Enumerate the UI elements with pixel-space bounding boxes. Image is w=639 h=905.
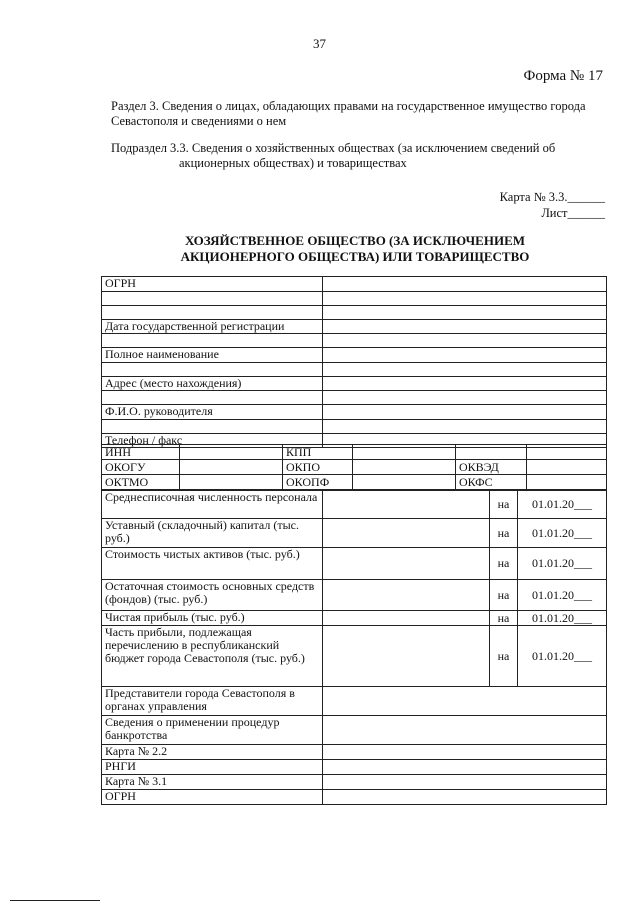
indicator-na: на [490, 491, 518, 519]
indicator-na: на [490, 611, 518, 626]
ogrn-label: ОГРН [102, 277, 323, 292]
indicator-date[interactable]: 01.01.20___ [518, 611, 607, 626]
representatives-label: Представители города Севастополя в органах управления [102, 687, 323, 716]
okfs-label: ОКФС [456, 475, 527, 490]
sheet-number-field[interactable]: Лист______ [541, 206, 605, 220]
okpo-value[interactable] [353, 460, 456, 475]
okogu-label: ОКОГУ [102, 460, 180, 475]
subsection-title-line1: Подраздел 3.3. Сведения о хозяйственных обществах (за исключением сведений об [111, 141, 556, 155]
okved-value[interactable] [527, 460, 607, 475]
inn-value[interactable] [180, 445, 283, 460]
inn-label: ИНН [102, 445, 180, 460]
ogrn-value[interactable] [323, 277, 607, 292]
form-heading-line2: АКЦИОНЕРНОГО ОБЩЕСТВА) ИЛИ ТОВАРИЩЕСТВО [180, 249, 530, 264]
okfs-value[interactable] [527, 475, 607, 490]
indicator-na: на [490, 626, 518, 687]
director-value[interactable] [323, 405, 607, 420]
director-label: Ф.И.О. руководителя [102, 405, 323, 420]
indicator-date[interactable]: 01.01.20___ [518, 548, 607, 580]
indicator-date[interactable]: 01.01.20___ [518, 626, 607, 687]
bankruptcy-label: Сведения о применении процедур банкротства [102, 716, 323, 745]
indicator-value[interactable] [323, 580, 490, 611]
form-number: Форма № 17 [523, 68, 603, 84]
card31-value[interactable] [323, 775, 607, 790]
main-info-table [101, 276, 607, 448]
okpo-label: ОКПО [283, 460, 353, 475]
indicator-value[interactable] [323, 519, 490, 548]
section-title: Раздел 3. Сведения о лицах, обладающих правами на государственное имущество города Севастополя и сведениями о нем [111, 99, 586, 128]
rngi-label: РНГИ [102, 760, 323, 775]
rngi-value[interactable] [323, 760, 607, 775]
codes-table [101, 444, 607, 490]
indicator-date[interactable]: 01.01.20___ [518, 491, 607, 519]
address-value[interactable] [323, 376, 607, 391]
form-heading-line1: ХОЗЯЙСТВЕННОЕ ОБЩЕСТВО (ЗА ИСКЛЮЧЕНИЕМ [184, 233, 526, 248]
oktmo-value[interactable] [180, 475, 283, 490]
card31-label: Карта № 3.1 [102, 775, 323, 790]
oktmo-label: ОКТМО [102, 475, 180, 490]
subsection-title [111, 141, 611, 171]
ogrn2-label: ОГРН [102, 790, 323, 805]
form-heading [100, 233, 610, 265]
registration-date-value[interactable] [323, 319, 607, 334]
card-number-block [500, 189, 605, 221]
indicators-table [101, 490, 607, 805]
indicator-label: Чистая прибыль (тыс. руб.) [102, 611, 323, 626]
full-name-label: Полное наименование [102, 348, 323, 363]
okopf-label: ОКОПФ [283, 475, 353, 490]
full-name-value[interactable] [323, 348, 607, 363]
indicator-label: Остаточная стоимость основных средств (фондов) (тыс. руб.) [102, 580, 323, 611]
card-number-field[interactable]: Карта № 3.3.______ [499, 190, 605, 204]
address-label: Адрес (место нахождения) [102, 376, 323, 391]
okved-label: ОКВЭД [456, 460, 527, 475]
indicator-na: на [490, 548, 518, 580]
footnote-divider [10, 900, 100, 901]
indicator-label: Среднесписочная численность персонала [102, 491, 323, 519]
okogu-value[interactable] [180, 460, 283, 475]
kpp-label: КПП [283, 445, 353, 460]
phone-label: Телефон / факс [102, 433, 323, 448]
indicator-na: на [490, 519, 518, 548]
ogrn2-value[interactable] [323, 790, 607, 805]
indicator-date[interactable]: 01.01.20___ [518, 519, 607, 548]
registration-date-label: Дата государственной регистрации [102, 319, 323, 334]
subsection-title-line2: акционерных обществах) и товариществах [179, 156, 407, 170]
card22-label: Карта № 2.2 [102, 745, 323, 760]
indicator-label: Стоимость чистых активов (тыс. руб.) [102, 548, 323, 580]
bankruptcy-value[interactable] [323, 716, 607, 745]
indicator-label: Уставный (складочный) капитал (тыс. руб.) [102, 519, 323, 548]
indicator-value[interactable] [323, 491, 490, 519]
card22-value[interactable] [323, 745, 607, 760]
indicator-value[interactable] [323, 548, 490, 580]
indicator-na: на [490, 580, 518, 611]
indicator-date[interactable]: 01.01.20___ [518, 580, 607, 611]
okopf-value[interactable] [353, 475, 456, 490]
page-number: 37 [313, 36, 326, 51]
indicator-label: Часть прибыли, подлежащая перечислению в республиканский бюджет города Севастополя (тыс. руб.) [102, 626, 323, 687]
representatives-value[interactable] [323, 687, 607, 716]
indicator-value[interactable] [323, 626, 490, 687]
indicator-value[interactable] [323, 611, 490, 626]
kpp-value[interactable] [353, 445, 456, 460]
